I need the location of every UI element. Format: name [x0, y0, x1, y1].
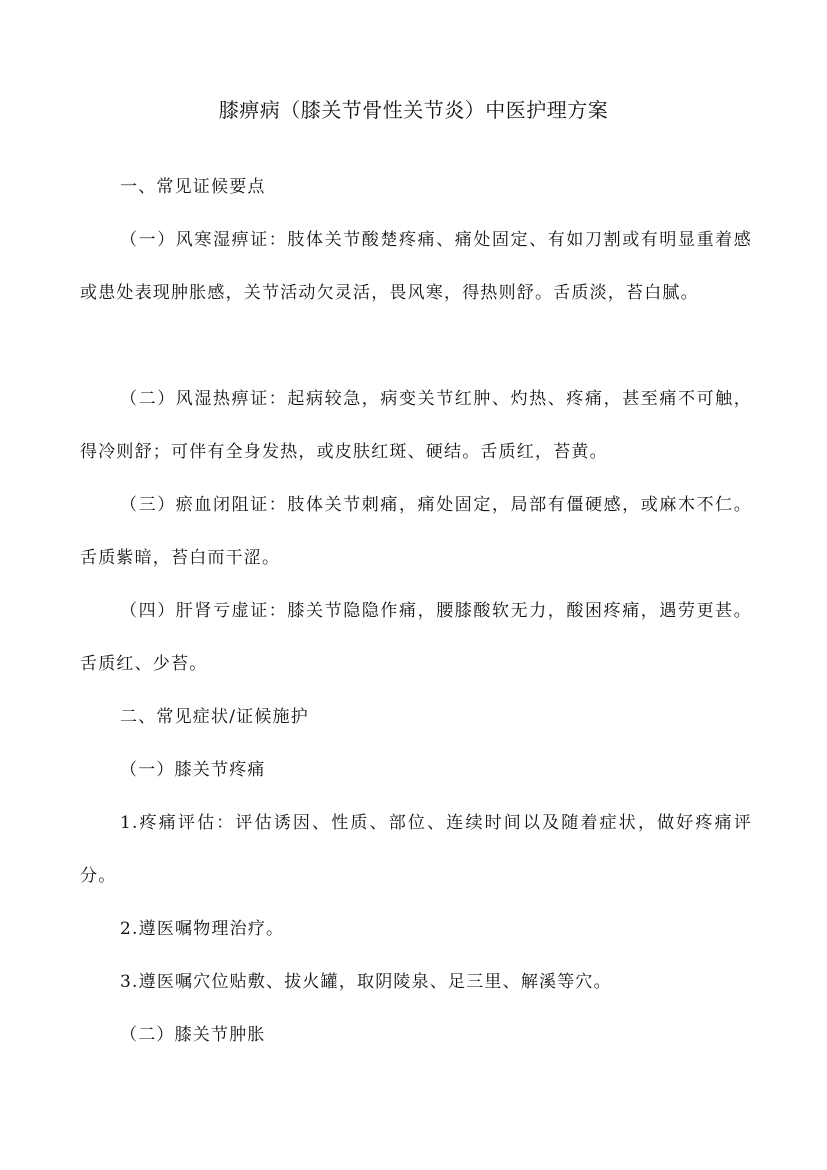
- care-item-physical-therapy: 2.遵医嘱物理治疗。: [120, 919, 285, 939]
- care-item-pain-assessment: 1.疼痛评估：评估诱因、性质、部位、连续时间以及随着症状，做好疼痛评分。: [80, 813, 752, 886]
- syndrome-liver-kidney-deficiency: （四）肝肾亏虚证：膝关节隐隐作痛，腰膝酸软无力，酸困疼痛，遇劳更甚。舌质红、少苔。: [80, 601, 752, 674]
- section-heading-common-syndromes: 一、常见证候要点: [120, 177, 266, 197]
- care-item-acupoint-application: 3.遵医嘱穴位贴敷、拔火罐，取阴陵泉、足三里、解溪等穴。: [120, 972, 612, 992]
- document-title: 膝痹病（膝关节骨性关节炎）中医护理方案: [218, 98, 609, 122]
- subheading-knee-swelling: （二）膝关节肿胀: [120, 1025, 266, 1045]
- syndrome-blood-stasis: （三）瘀血闭阻证：肢体关节刺痛，痛处固定，局部有僵硬感，或麻木不仁。舌质紫暗，苔白而干涩。: [80, 495, 752, 568]
- subheading-knee-pain: （一）膝关节疼痛: [120, 760, 266, 780]
- syndrome-wind-damp-heat: （二）风湿热痹证：起病较急，病变关节红肿、灼热、疼痛，甚至痛不可触，得冷则舒；可伴有全身发热，或皮肤红斑、硬结。舌质红，苔黄。: [80, 389, 752, 462]
- syndrome-wind-cold-damp: （一）风寒湿痹证：肢体关节酸楚疼痛、痛处固定、有如刀割或有明显重着感或患处表现肿胀感，关节活动欠灵活，畏风寒，得热则舒。舌质淡，苔白腻。: [80, 230, 752, 303]
- section-heading-symptom-care: 二、常见症状/证候施护: [120, 707, 309, 727]
